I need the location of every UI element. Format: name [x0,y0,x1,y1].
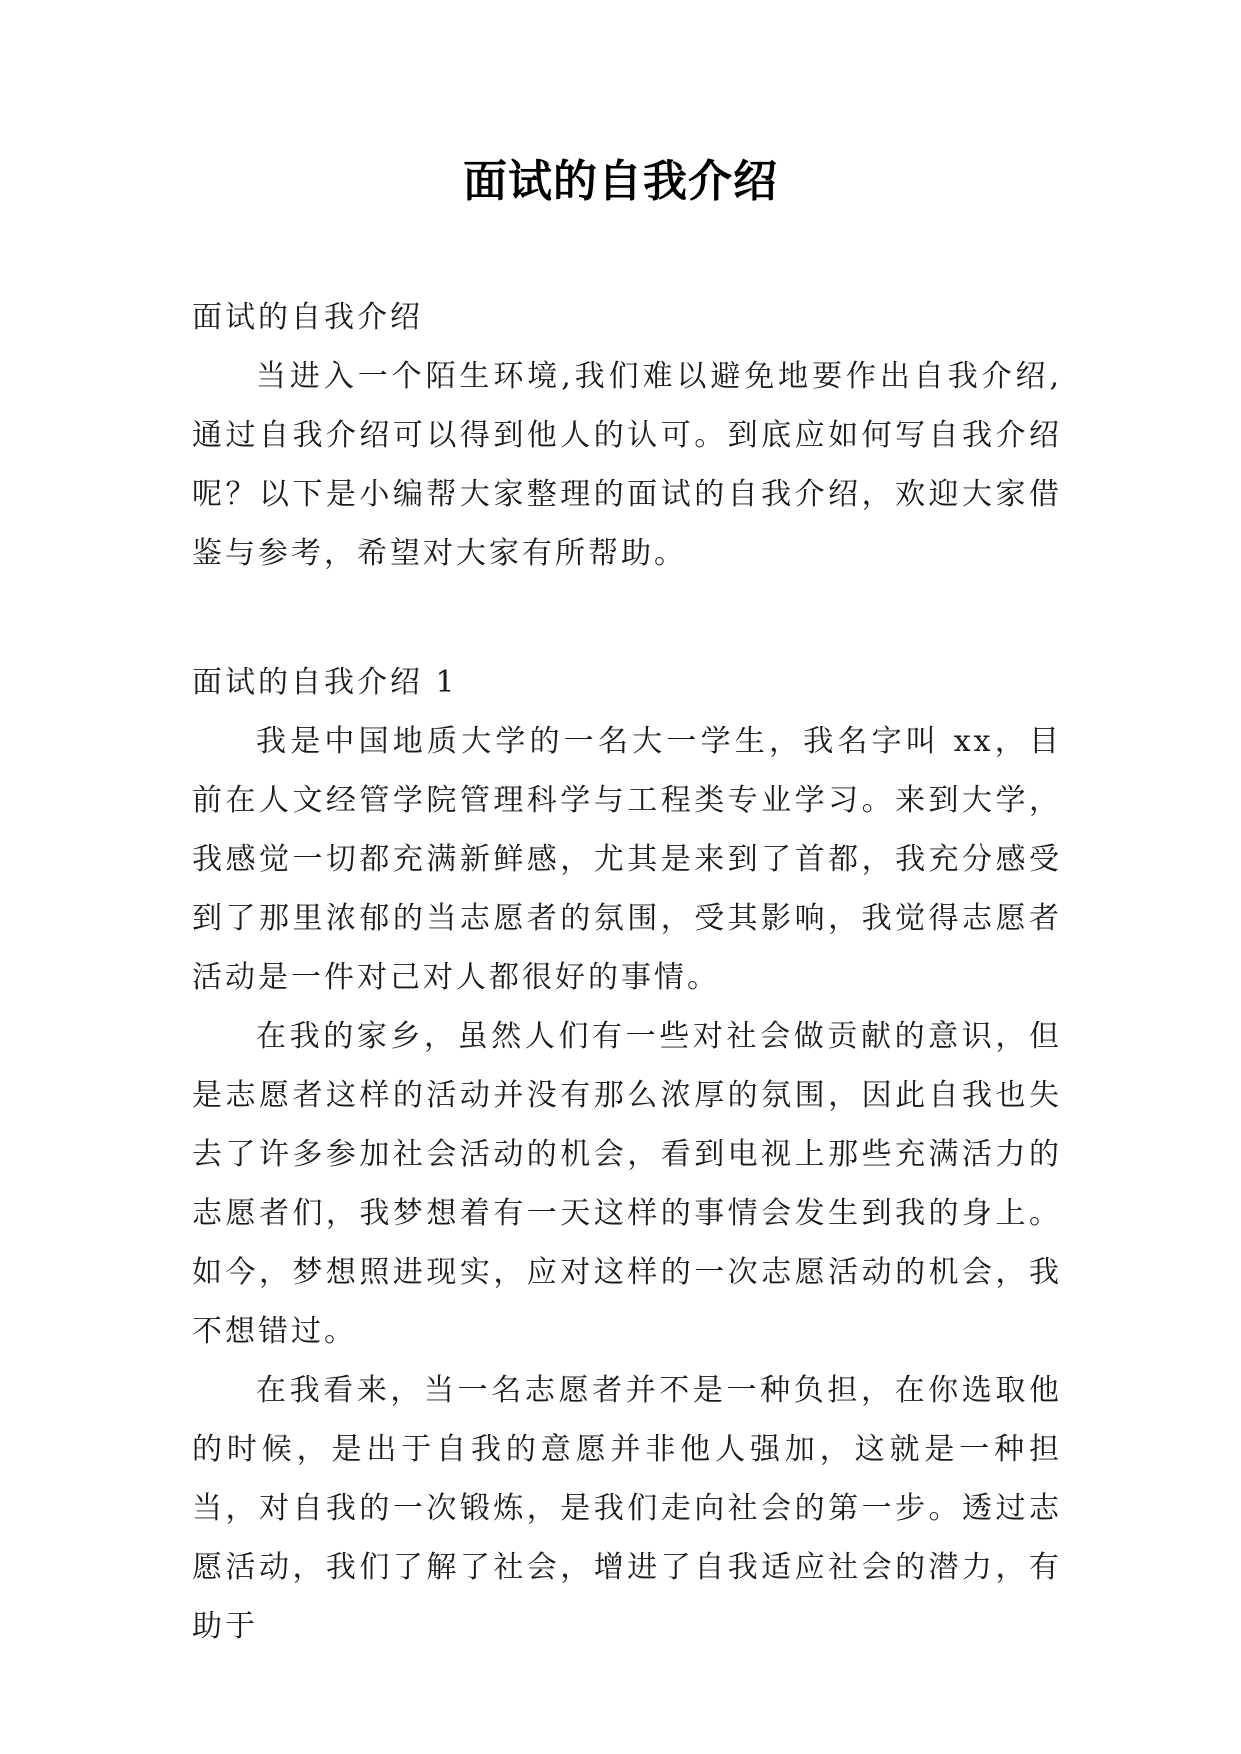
section-1-paragraph-1: 我是中国地质大学的一名大一学生，我名字叫 xx，目前在人文经管学院管理科学与工程类专业学习。来到大学，我感觉一切都充满新鲜感，尤其是来到了首都，我充分感受到了那里浓郁的当志愿者的氛围，受其影响，我觉得志愿者活动是一件对己对人都很好的事情。 [192,724,1062,995]
document-title: 面试的自我介绍 [463,156,778,207]
section-1-paragraph-3: 在我看来，当一名志愿者并不是一种负担，在你选取他的时候，是出于自我的意愿并非他人强加，这就是一种担当，对自我的一次锻炼，是我们走向社会的第一步。透过志愿活动，我们了解了社会，增进了自我适应社会的潜力，有助于 [192,1373,1062,1644]
section-spacer [192,583,1062,653]
intro-heading: 面试的自我介绍 [192,300,423,335]
section-1-heading: 面试的自我介绍 1 [192,665,458,700]
section-1-paragraph-2: 在我的家乡，虽然人们有一些对社会做贡献的意识，但是志愿者这样的活动并没有那么浓厚的氛围，因此自我也失去了许多参加社会活动的机会，看到电视上那些充满活力的志愿者们，我梦想着有一天这样的事情会发生到我的身上。如今，梦想照进现实，应对这样的一次志愿活动的机会，我不想错过。 [192,1019,1062,1349]
document-body [192,288,1062,1656]
intro-paragraph: 当进入一个陌生环境,我们难以避免地要作出自我介绍,通过自我介绍可以得到他人的认可。到底应如何写自我介绍呢？以下是小编帮大家整理的面试的自我介绍，欢迎大家借鉴与参考，希望对大家有所帮助。 [192,359,1062,571]
